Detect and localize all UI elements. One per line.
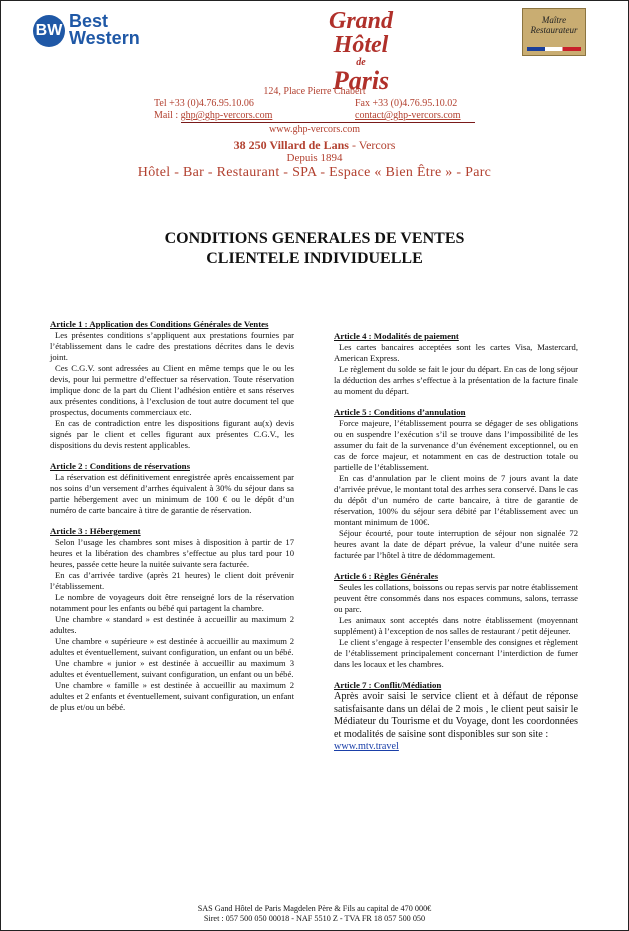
fax: Fax +33 (0)4.76.95.10.02 (355, 98, 458, 109)
article-heading: Article 6 : Règles Générales (334, 571, 439, 581)
article-heading: Article 1 : Application des Conditions Générales de Ventes (50, 319, 269, 329)
article-5 (334, 407, 578, 561)
article-paragraph: Le nombre de voyageurs doit être renseigné lors de la réservation notamment pour les enfants ou bébé qui partagent la chambre. (50, 592, 294, 613)
article-paragraph: Le règlement du solde se fait le jour du départ. En cas de long séjour la déduction des arrhes s’effectue à la présentation de la facture finale au moment du départ. (334, 364, 578, 396)
article-1 (50, 319, 294, 451)
article-6 (334, 571, 578, 670)
contact-email-link[interactable]: contact@ghp-vercors.com (355, 110, 461, 121)
article-heading: Article 2 : Conditions de réservations (50, 461, 190, 471)
article-paragraph: En cas d’annulation par le client moins de 7 jours avant la date d’arrivée prévue, le montant total des arrhes sera conservé. Dans le cas du dépôt d’un numéro de carte bancaire, à titre de garantie de réservation, 100% du séjour sera débité par l’établissement avec un montant minimum de 100€. (334, 473, 578, 527)
article-paragraph: Les animaux sont acceptés dans notre établissement (moyennant supplément) à l’exception de nos salles de restaurant / petit déjeuner. (334, 615, 578, 636)
bw-badge: BW (33, 15, 65, 47)
mediator-website-link[interactable]: www.mtv.travel (334, 741, 399, 752)
telephone: Tel +33 (0)4.76.95.10.06 (154, 98, 254, 109)
article-paragraph: La réservation est définitivement enregistrée après encaissement par nos soins d’un versement d’arrhes équivalent à 30% du séjour dans sa partie hébergement avec un minimum de 100 € ou le dépôt d’un numéro de carte bancaire à titre de garantie de réservation. (50, 472, 294, 515)
footer-registration: Siret : 057 500 050 00018 - NAF 5510 Z - TVA FR 18 057 500 050 (203, 914, 426, 923)
article-paragraph: Le client s’engage à respecter l’ensemble des consignes et règlement de l’établissement principalement concernant l’interdiction de fumer dans les locaux et les chambres. (334, 637, 578, 669)
french-flag-stripe (527, 47, 581, 51)
article-paragraph: En cas de contradiction entre les dispositions figurant au(x) devis signés par le client et celles figurant aux présentes C.G.V., les dispositions du devis restent applicables. (50, 418, 294, 450)
grand-hotel-de-paris-logo: Grand Hôtel de Paris (328, 8, 394, 95)
mail-line: Mail : ghp@ghp-vercors.com (154, 110, 273, 121)
right-column (334, 331, 578, 764)
services-line: Hôtel - Bar - Restaurant - SPA - Espace « Bien Être » - Parc (137, 165, 492, 180)
city-line: 38 250 Villard de Lans - Vercors (233, 138, 396, 152)
website-link[interactable]: www.ghp-vercors.com (269, 124, 360, 135)
article-paragraph: Force majeure, l’établissement pourra se dégager de ses obligations ou en suspendre l’exécution s’il se trouve dans l’impossibilité de les assumer du fait de la survenance d’un événement exceptionnel, ou en cas de force majeur, et notamment en cas de destruction totale ou partielle de l’établissement. (334, 418, 578, 472)
article-paragraph: Séjour écourté, pour toute interruption de séjour non signalée 72 heures avant la date de départ prévue, la valeur d’une nuitée sera facturée par l’hôtel à titre de dédommagement. (334, 528, 578, 560)
bw-wordmark: Best Western (69, 11, 140, 48)
article-3 (50, 526, 294, 713)
maitre-restaurateur-logo: Maître Restaurateur (522, 8, 586, 56)
email-link[interactable]: ghp@ghp-vercors.com (180, 110, 273, 121)
article-paragraph: Après avoir saisi le service client et à défaut de réponse satisfaisante dans un délai de 2 mois , le client peut saisir le Médiateur du Tourisme et du Voyage, dont les coordonnées et modalités de saisine sont disponibles sur son site : (334, 691, 578, 740)
address: 124, Place Pierre Chabert (263, 86, 366, 97)
article-paragraph: Les présentes conditions s’appliquent aux prestations fournies par l’établissement dans le cadre des prestations décrites dans le devis joint. (50, 330, 294, 362)
footer (1, 904, 628, 924)
left-column (50, 319, 294, 723)
header-rule (181, 122, 475, 123)
article-paragraph: Une chambre « junior » est destinée à accueillir au maximum 3 adultes et éventuellement, suivant configuration, un enfant ou un bébé. (50, 658, 294, 679)
article-2 (50, 461, 294, 516)
article-paragraph: Les cartes bancaires acceptées sont les cartes Visa, Mastercard, American Express. (334, 342, 578, 363)
article-paragraph: Selon l’usage les chambres sont mises à disposition à partir de 17 heures et la libération des chambres s’effectue au plus tard pour 10 heures, passée cette heure la nuitée suivante sera facturée. (50, 537, 294, 569)
article-paragraph: Seules les collations, boissons ou repas servis par notre établissement peuvent être consommés dans nos espaces communs, salons, terrasse ou parc. (334, 582, 578, 614)
article-paragraph: Une chambre « standard » est destinée à accueillir au maximum 2 adultes. (50, 614, 294, 635)
article-paragraph: Une chambre « supérieure » est destinée à accueillir au maximum 2 adultes et éventuellement, suivant configuration, un enfant ou un bébé. (50, 636, 294, 657)
document-title: CONDITIONS GENERALES DE VENTES CLIENTELE INDIVIDUELLE (164, 230, 465, 267)
since-line: Depuis 1894 (286, 152, 343, 164)
article-paragraph: Une chambre « famille » est destinée à accueillir au maximum 2 adultes et 2 enfants et éventuellement, suivant configuration, un enfant de plus et/ou un bébé. (50, 680, 294, 712)
footer-company: SAS Gand Hôtel de Paris Magdelen Père & Fils au capital de 470 000€ (197, 904, 432, 913)
article-4 (334, 331, 578, 397)
article-heading: Article 3 : Hébergement (50, 526, 141, 536)
article-7 (334, 680, 578, 754)
article-paragraph: Ces C.G.V. sont adressées au Client en même temps que le ou les devis, pour lui permettre d’effectuer sa réservation. Toute réservation implique donc de la part du Client l’adhésion entière et sans réserves aux présentes conditions, à l’exclusion de tout autre document tel que prospectus, documents commerciaux etc. (50, 363, 294, 417)
best-western-logo (33, 13, 153, 53)
article-heading: Article 5 : Conditions d’annulation (334, 407, 466, 417)
article-heading: Article 4 : Modalités de paiement (334, 331, 459, 341)
article-heading: Article 7 : Conflit/Médiation (334, 680, 442, 690)
article-paragraph: En cas d’arrivée tardive (après 21 heures) le client doit prévenir l’établissement. (50, 570, 294, 591)
